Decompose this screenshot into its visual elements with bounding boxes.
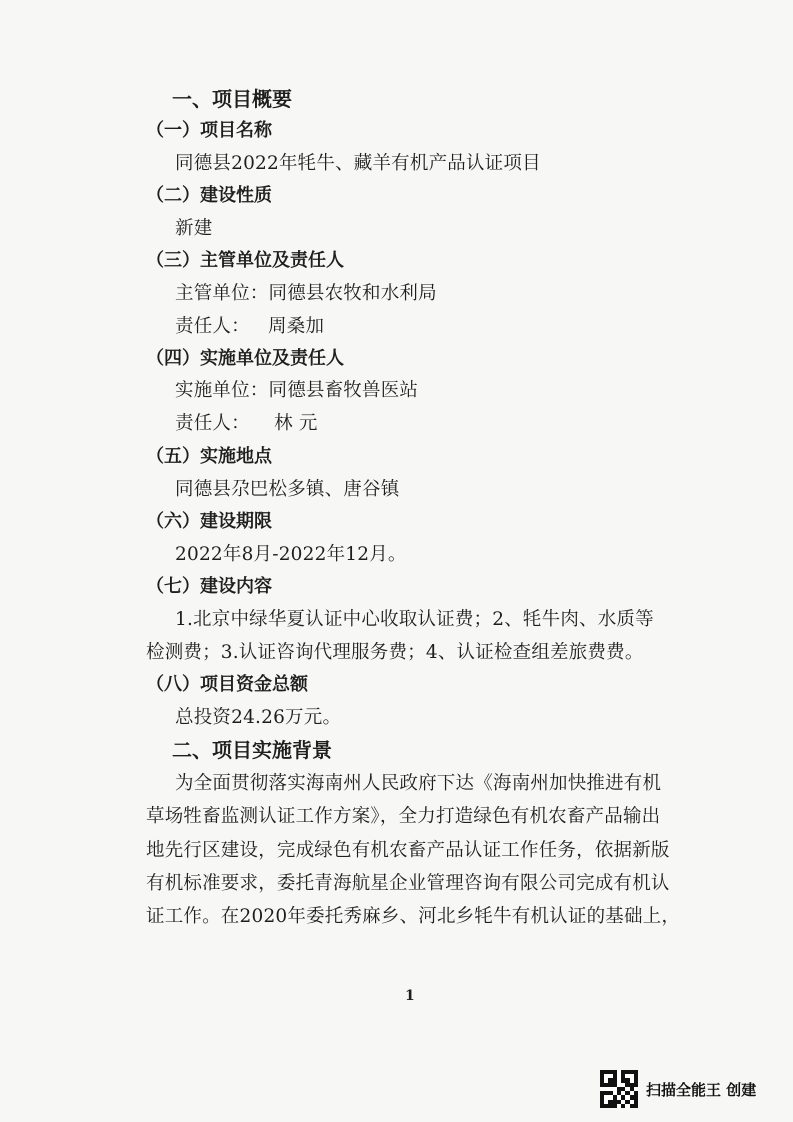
section-1-title: 一、项目概要 <box>172 87 292 111</box>
item-1-text: 同德县2022年牦牛、藏羊有机产品认证项目 <box>175 153 541 174</box>
paragraph-line-1: 为全面贯彻落实海南州人民政府下达《海南州加快推进有机 <box>175 773 662 794</box>
item-3-heading: （三）主管单位及责任人 <box>146 250 344 271</box>
item-1-heading: （一）项目名称 <box>146 120 272 141</box>
item-2-text: 新建 <box>175 218 213 239</box>
item-8-heading: （八）项目资金总额 <box>146 674 308 695</box>
item-7-text-1: 1.北京中绿华夏认证中心收取认证费；2、牦牛肉、水质等 <box>175 609 654 630</box>
page-number: 1 <box>405 988 415 1004</box>
scanner-watermark <box>600 1070 756 1108</box>
item-2-heading: （二）建设性质 <box>146 185 272 206</box>
watermark-text: 扫描全能王 创建 <box>646 1080 757 1099</box>
section-2-title: 二、项目实施背景 <box>172 738 332 762</box>
item-4-text-2: 责任人： 林 元 <box>175 413 318 434</box>
item-6-text: 2022年8月-2022年12月。 <box>175 544 407 565</box>
paragraph-line-5: 证工作。在2020年委托秀麻乡、河北乡牦牛有机认证的基础上， <box>146 906 681 927</box>
item-3-text-1: 主管单位：同德县农牧和水利局 <box>175 283 437 304</box>
item-4-text-1: 实施单位：同德县畜牧兽医站 <box>175 380 419 401</box>
paragraph-line-2: 草场牲畜监测认证工作方案》，全力打造绿色有机农畜产品输出 <box>146 806 661 827</box>
item-4-heading: （四）实施单位及责任人 <box>146 348 344 369</box>
item-6-heading: （六）建设期限 <box>146 511 272 532</box>
paragraph-line-4: 有机标准要求，委托青海航星企业管理咨询有限公司完成有机认 <box>146 873 670 894</box>
item-7-heading: （七）建设内容 <box>146 576 272 597</box>
item-5-text: 同德县尕巴松多镇、唐谷镇 <box>175 479 400 500</box>
item-8-text: 总投资24.26万元。 <box>175 707 342 728</box>
item-7-text-2: 检测费；3.认证咨询代理服务费；4、认证检查组差旅费费。 <box>146 642 644 663</box>
item-3-text-2: 责任人： 周桑加 <box>175 316 325 337</box>
paragraph-line-3: 地先行区建设，完成绿色有机农畜产品认证工作任务，依据新版 <box>146 840 670 861</box>
qr-code-icon <box>600 1070 638 1108</box>
item-5-heading: （五）实施地点 <box>146 446 272 467</box>
